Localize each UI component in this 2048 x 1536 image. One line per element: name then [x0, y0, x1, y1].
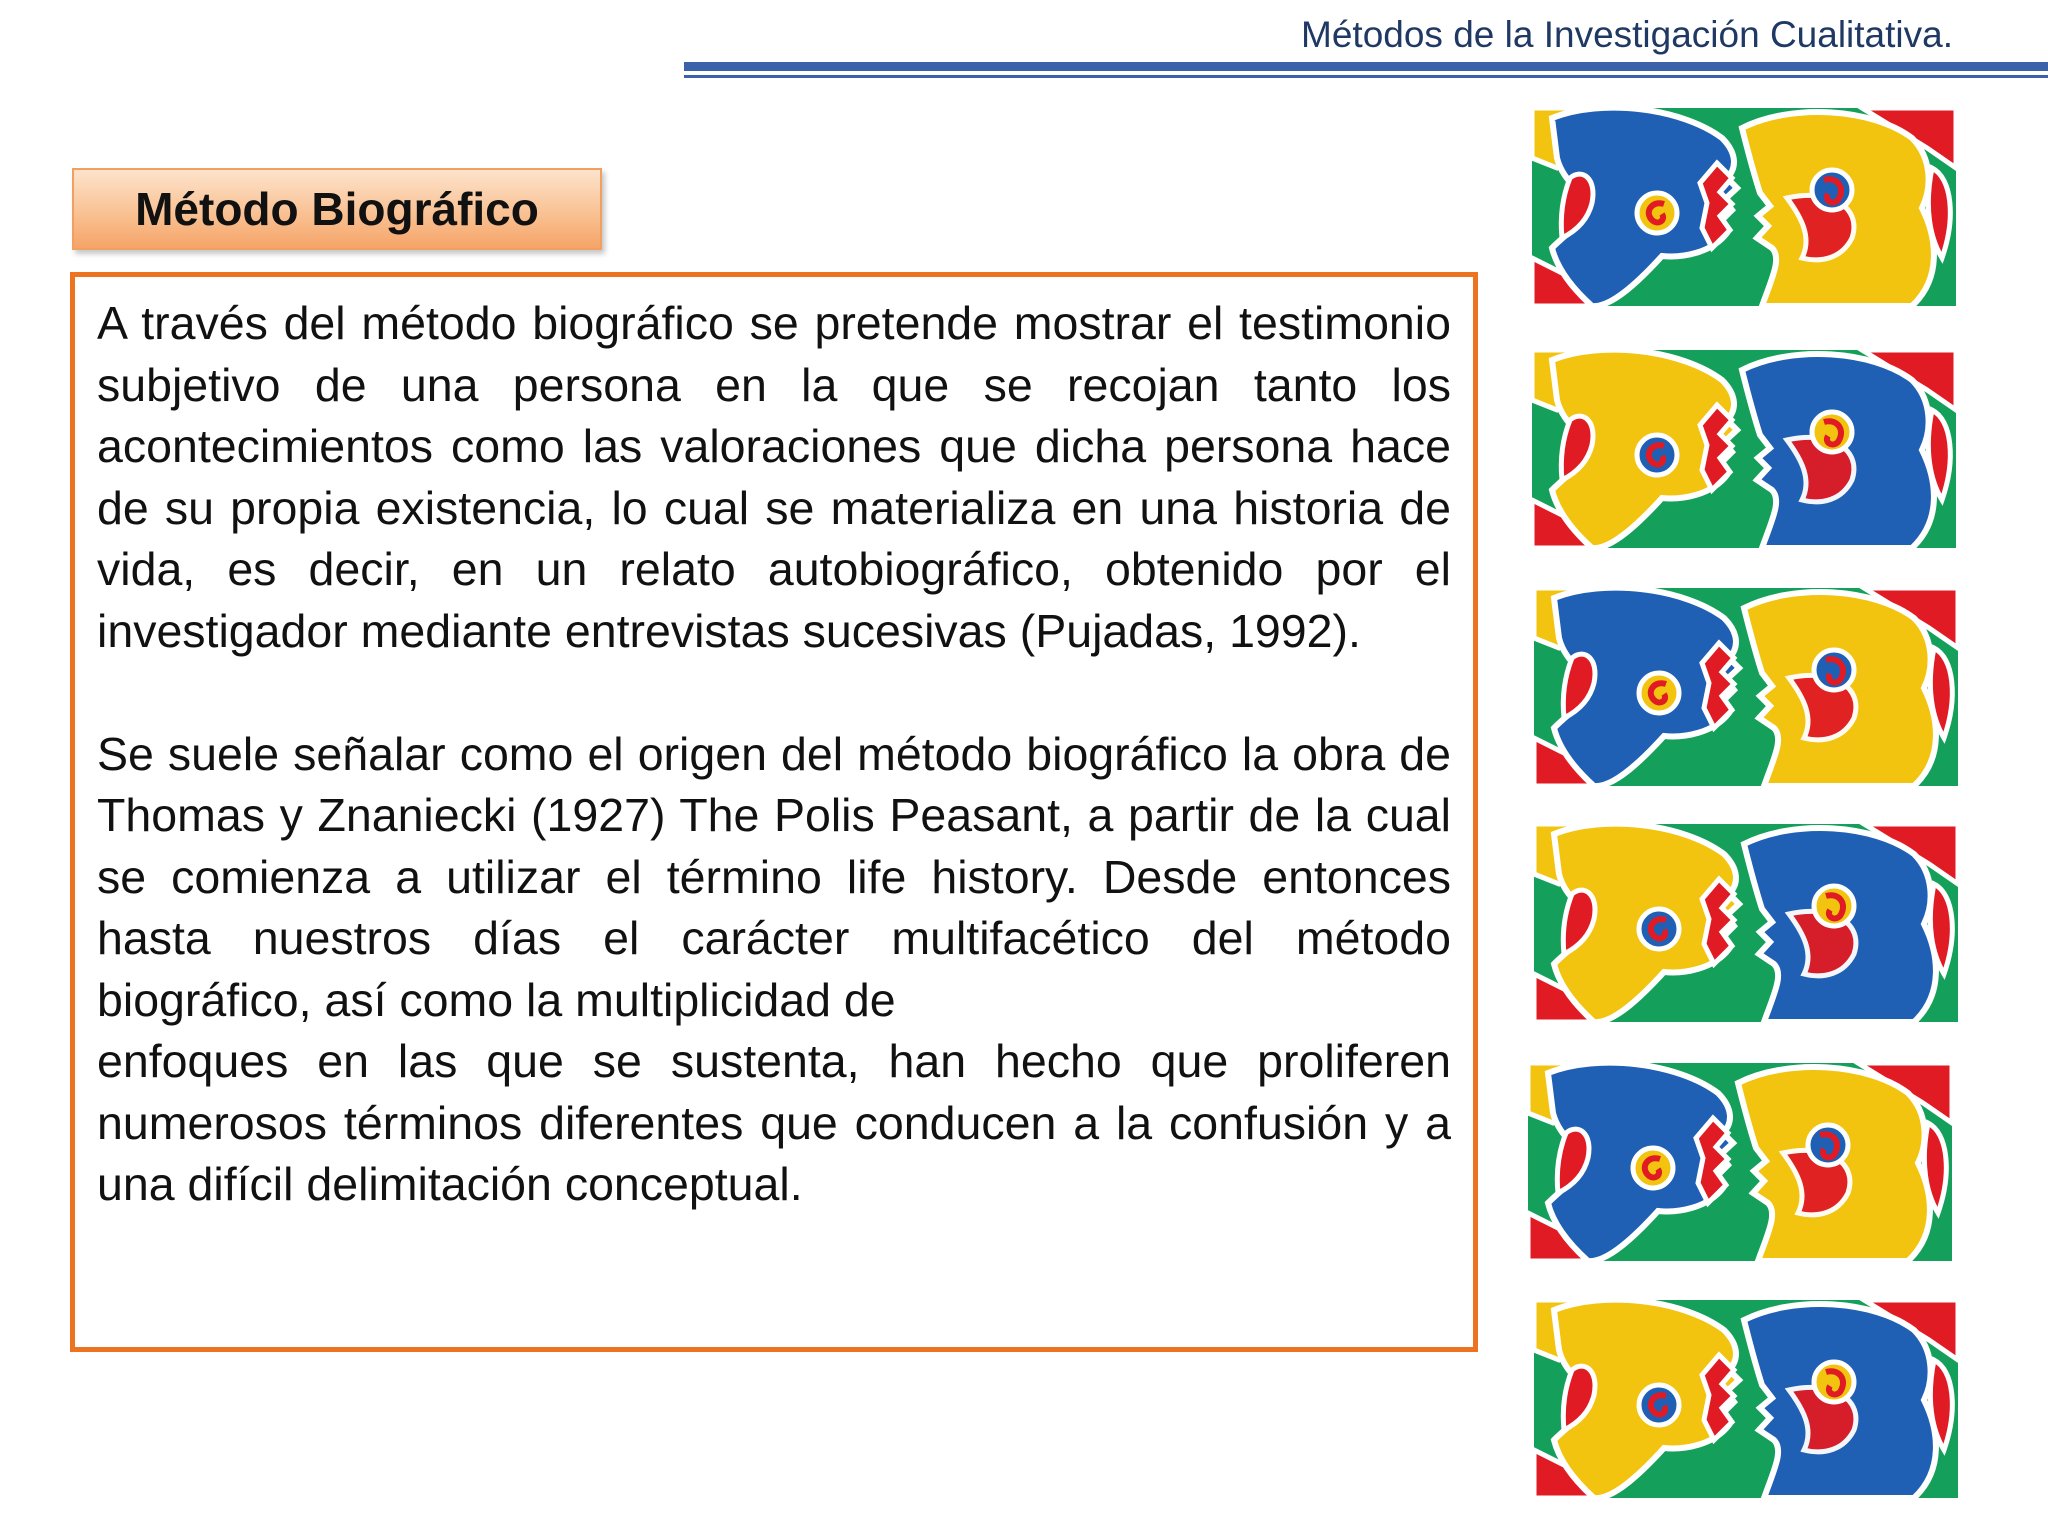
header-rule: [684, 62, 2048, 82]
paragraph-3: enfoques en las que se sustenta, han hecho que proliferen numerosos términos diferentes que conducen a la confusión y a una difícil delimitación conceptual.: [97, 1035, 1451, 1210]
talking-heads-icon: [1534, 824, 1958, 1022]
paragraph-2: Se suele señalar como el origen del método biográfico la obra de Thomas y Znaniecki (1927) The Polis Peasant, a partir de la cual se comienza a utilizar el término life history. Desde entonces hasta nuestros días el carácter multifacético del método biográfico, así como la multiplicidad de: [97, 727, 1451, 1026]
talking-heads-column: [1528, 108, 1960, 1500]
section-title: Método Biográfico: [72, 168, 602, 250]
talking-heads-icon: [1528, 1063, 1952, 1261]
text-box: [70, 272, 1478, 1352]
paragraph-1: A través del método biográfico se pretende mostrar el testimonio subjetivo de una persona en la que se recojan tanto los acontecimientos como las valoraciones que dicha persona hace de su propia existencia, lo cual se materializa en una historia de vida, es decir, en un relato autobiográfico, obtenido por el investigador mediante entrevistas sucesivas (Pujadas, 1992).: [97, 297, 1451, 657]
talking-heads-icon: [1532, 350, 1956, 548]
talking-heads-icon: [1532, 108, 1956, 306]
header-title: Métodos de la Investigación Cualitativa.: [1301, 14, 1953, 55]
talking-heads-icon: [1534, 1300, 1958, 1498]
talking-heads-icon: [1534, 588, 1958, 786]
